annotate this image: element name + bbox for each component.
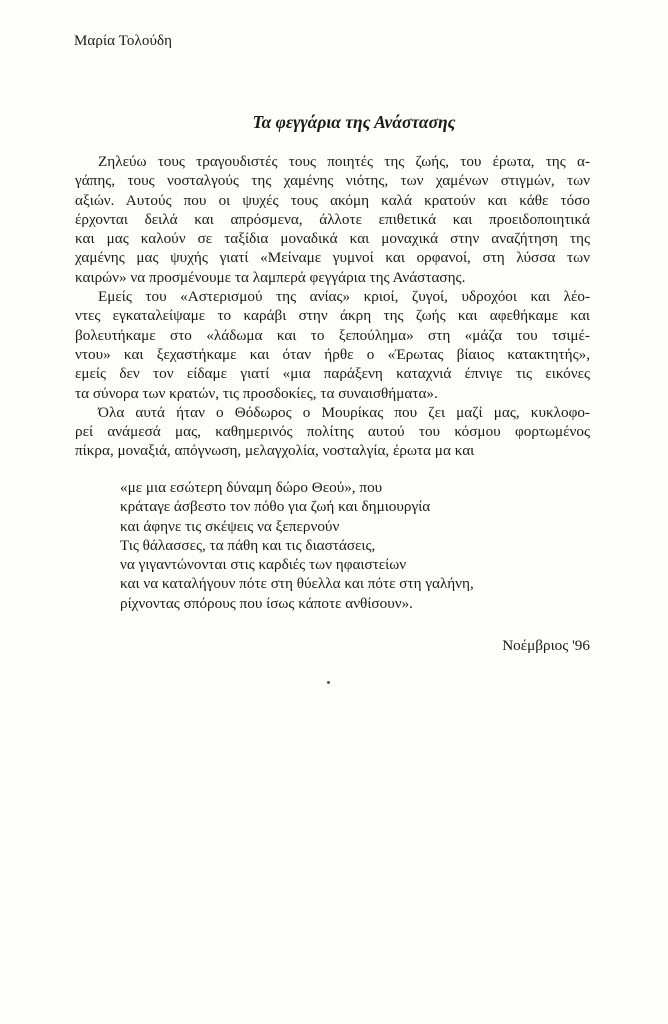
text-line: έρχονται δειλά και απρόσμενα, άλλοτε επιθετικά και προειδοποιητικά bbox=[75, 210, 590, 228]
text-line: Ζηλεύω τους τραγουδιστές τους ποιητές της ζωής, του έρωτα, της α- bbox=[98, 153, 590, 170]
author-name: Μαρία Τολούδη bbox=[74, 33, 173, 49]
text-line: εμείς δεν τον είδαμε γιατί «μια παράξενη καταχνιά έπνιγε τις εικόνες bbox=[75, 365, 590, 383]
text-line: καιρών» να προσμένουμε τα λαμπερά φεγγάρια της Ανάστασης. bbox=[75, 268, 466, 286]
paragraph-1 bbox=[75, 152, 590, 287]
text-line: αξιών. Αυτούς που οι ψυχές τους ακόμη καλά κρατούν και κάθε τόσο bbox=[75, 191, 590, 209]
text-line: βολευτήκαμε στο «λάδωμα και το ξεπούλημα» στη «μάζα του τσιμέ- bbox=[75, 326, 590, 344]
text-line: τα σύνορα των κρατών, τις προσδοκίες, τα συναισθήματα». bbox=[75, 384, 438, 402]
verse-block bbox=[120, 478, 474, 613]
paragraph-2 bbox=[75, 287, 590, 403]
text-line: χαμένης μας ψυχής γιατί «Μείναμε γυμνοί και ορφανοί, στη λύσσα των bbox=[75, 249, 590, 267]
verse-line: «με μια εσώτερη δύναμη δώρο Θεού», που bbox=[120, 479, 383, 496]
verse-line: να γιγαντώνονται στις καρδιές των ηφαιστείων bbox=[120, 556, 407, 574]
print-speck bbox=[327, 681, 330, 684]
verse-line: Τις θάλασσες, τα πάθη και τις διαστάσεις, bbox=[120, 536, 376, 554]
text-line: ντες εγκαταλείψαμε το καράβι στην άκρη της ζωής και αφεθήκαμε και bbox=[75, 307, 590, 325]
text-line: ντου» και ξεχαστήκαμε και όταν ήρθε ο «Έρωτας βίαιος κατακτητής», bbox=[75, 345, 590, 363]
text-line: Όλα αυτά ήταν ο Θόδωρος ο Μουρίκας που ζει μαζί μας, κυκλοφο- bbox=[98, 403, 590, 421]
text-line: και μας καλούν σε ταξίδια μοναδικά και μοναχικά στην αναζήτηση της bbox=[75, 230, 590, 248]
verse-line: κράταγε άσβεστο τον πόθο για ζωή και δημιουργία bbox=[120, 498, 431, 516]
verse-line: και άφηνε τις σκέψεις να ξεπερνούν bbox=[120, 517, 340, 535]
prose-body bbox=[75, 152, 590, 461]
verse-line: και να καταλήγουν πότε στη θύελλα και πότε στη γαλήνη, bbox=[120, 575, 474, 593]
poem-date: Νοέμβριος '96 bbox=[502, 637, 590, 654]
paragraph-3 bbox=[75, 403, 590, 461]
text-line: πίκρα, μοναξιά, απόγνωση, μελαγχολία, νοσταλγία, έρωτα μα και bbox=[75, 442, 475, 460]
text-line: γάπης, τους νοσταλγούς της χαμένης νιότης, των χαμένων στιγμών, των bbox=[75, 172, 590, 190]
text-line: Εμείς του «Αστερισμού της ανίας» κριοί, ζυγοί, υδροχόοι και λέο- bbox=[98, 288, 590, 306]
verse-line: ρίχνοντας σπόρους που ίσως κάποτε ανθίσουν». bbox=[120, 594, 413, 612]
poem-title: Τα φεγγάρια της Ανάστασης bbox=[252, 112, 456, 132]
text-line: ρεί ανάμεσά μας, καθημερινός πολίτης αυτού του κόσμου φορτωμένος bbox=[75, 423, 590, 441]
